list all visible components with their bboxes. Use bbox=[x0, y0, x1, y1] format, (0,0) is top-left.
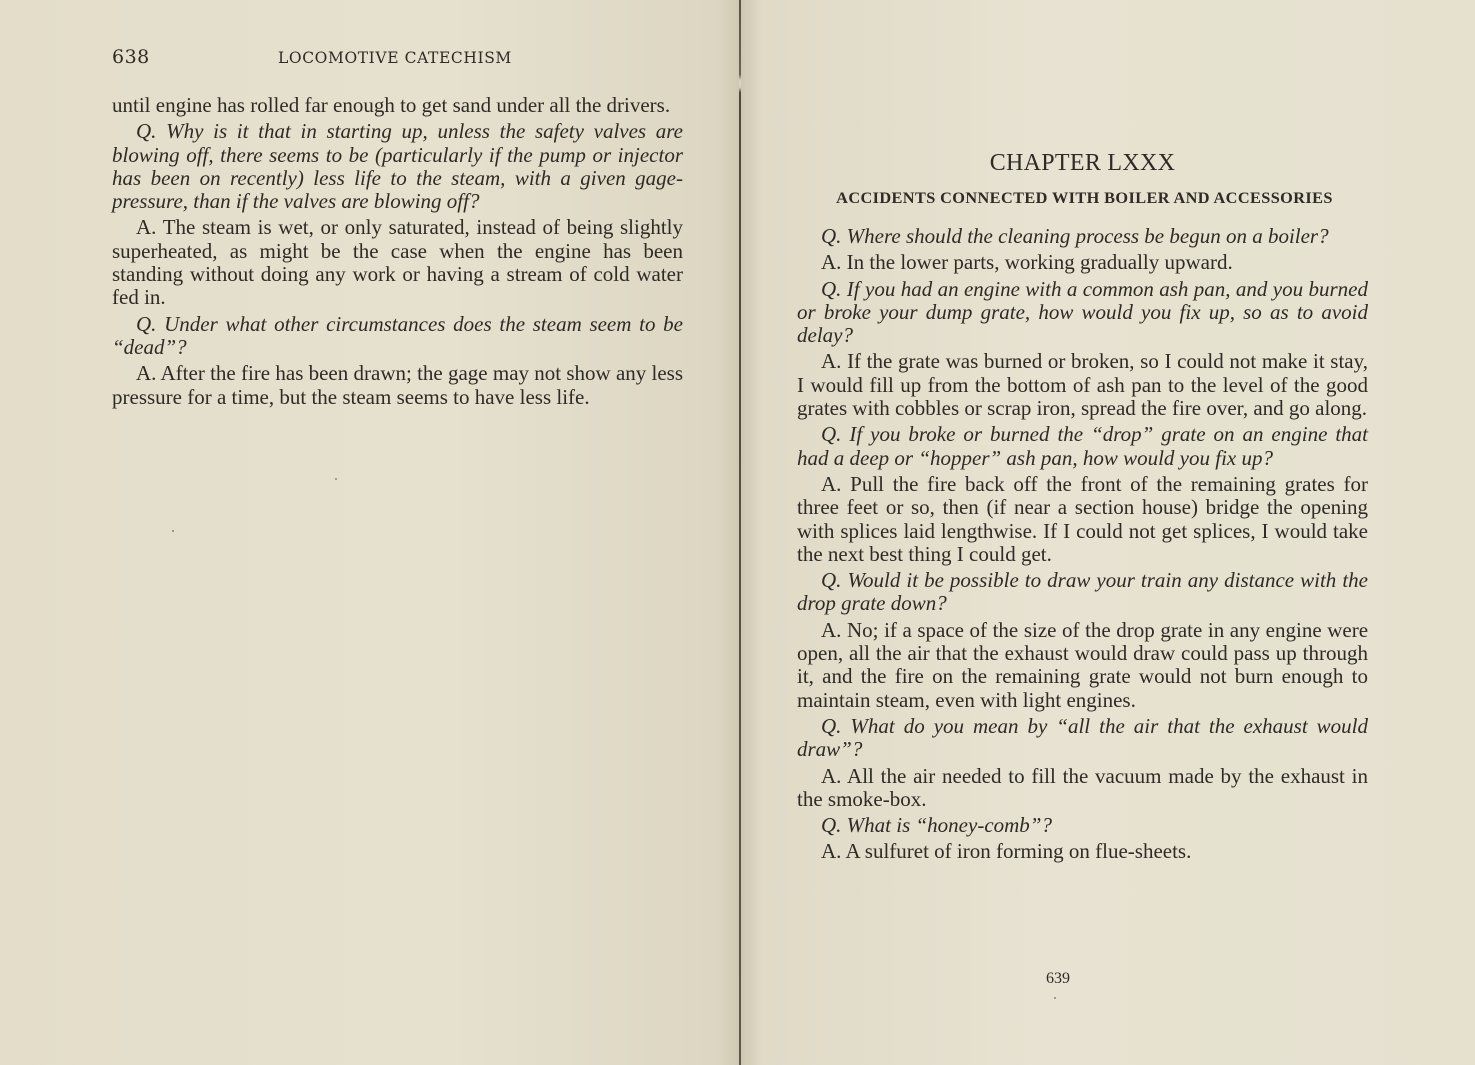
question-text: What do you mean by “all the air that the exhaust would draw”? bbox=[797, 713, 1368, 762]
question-paragraph bbox=[112, 313, 683, 360]
question-label: Q. bbox=[821, 813, 842, 838]
answer-text: If the grate was burned or broken, so I could not make it stay, I would fill up from the bottom of ash pan to the level of the good grates with cobbles or scrap iron, spread the fire over, and go along. bbox=[797, 349, 1369, 421]
question-paragraph bbox=[112, 120, 683, 213]
question-label: Q. bbox=[821, 568, 842, 593]
question-text: Why is it that in starting up, unless the safety valves are blowing off, there seems to be (particularly if the pump or injector has been on recently) less life to the steam, with a given gage-pressure, than if the valves are blowing off? bbox=[112, 119, 683, 214]
question-text: Under what other circumstances does the steam seem to be “dead”? bbox=[112, 311, 683, 359]
question-label: Q. bbox=[821, 713, 842, 738]
book-spine-gutter bbox=[739, 0, 741, 1065]
left-page-number: 638 bbox=[112, 46, 150, 68]
answer-label: A. bbox=[136, 215, 157, 240]
answer-paragraph bbox=[797, 251, 1368, 274]
answer-label: A. bbox=[821, 617, 842, 642]
continuation-paragraph bbox=[112, 94, 683, 117]
paper-speck bbox=[335, 478, 337, 480]
question-label: Q. bbox=[821, 224, 842, 248]
answer-text: A sulfuret of iron forming on flue-sheets. bbox=[845, 839, 1192, 864]
right-page-body bbox=[797, 225, 1368, 867]
right-page-number: 639 bbox=[1046, 970, 1070, 987]
question-text: If you broke or burned the “drop” grate on an engine that had a deep or “hopper” ash pan, how would you fix up? bbox=[797, 422, 1369, 470]
answer-text: No; if a space of the size of the drop grate in any engine were open, all the air that the exhaust would draw could pass up through it, and the fire on the remaining grate would not burn enough to maintain steam, even with light engines. bbox=[797, 617, 1369, 712]
answer-paragraph bbox=[797, 619, 1368, 712]
answer-text: After the fire has been drawn; the gage may not show any less pressure for a time, but the steam seems to have less life. bbox=[112, 361, 684, 409]
question-text: What is “honey-comb”? bbox=[846, 813, 1052, 838]
question-label: Q. bbox=[821, 276, 842, 301]
question-paragraph bbox=[797, 814, 1368, 837]
question-label: Q. bbox=[136, 311, 157, 336]
left-page-body bbox=[112, 94, 683, 412]
question-paragraph bbox=[797, 423, 1368, 470]
answer-label: A. bbox=[821, 349, 842, 374]
answer-text: Pull the fire back off the front of the remaining grates for three feet or so, then (if near a section house) bridge the opening with splices laid lengthwise. If I could not get splices, I would take the next best thing I could get. bbox=[797, 471, 1368, 566]
running-title: LOCOMOTIVE CATECHISM bbox=[278, 49, 512, 67]
question-text: Where should the cleaning process be begun on a boiler? bbox=[846, 224, 1329, 248]
paper-speck bbox=[1054, 997, 1056, 999]
question-text: If you had an engine with a common ash pan, and you burned or broke your dump grate, how would you fix up, so as to avoid delay? bbox=[797, 276, 1368, 348]
question-paragraph bbox=[797, 715, 1368, 762]
question-label: Q. bbox=[821, 422, 842, 447]
answer-paragraph bbox=[797, 840, 1368, 863]
answer-text: In the lower parts, working gradually upward. bbox=[846, 250, 1233, 275]
answer-label: A. bbox=[821, 763, 842, 788]
answer-paragraph bbox=[797, 350, 1368, 420]
chapter-title: CHAPTER LXXX bbox=[989, 150, 1176, 176]
answer-text: All the air needed to fill the vacuum made by the exhaust in the smoke-box. bbox=[797, 763, 1368, 811]
answer-paragraph bbox=[797, 473, 1368, 566]
question-text: Would it be possible to draw your train any distance with the drop grate down? bbox=[797, 568, 1368, 616]
left-running-head bbox=[112, 46, 684, 72]
answer-label: A. bbox=[136, 361, 157, 386]
paragraph-text: until engine has rolled far enough to get sand under all the drivers. bbox=[112, 93, 671, 117]
question-paragraph bbox=[797, 225, 1368, 248]
answer-paragraph bbox=[112, 216, 683, 309]
answer-label: A. bbox=[821, 250, 842, 275]
answer-label: A. bbox=[821, 471, 842, 496]
question-paragraph bbox=[797, 278, 1368, 348]
question-paragraph bbox=[797, 569, 1368, 616]
answer-paragraph bbox=[797, 765, 1368, 812]
answer-text: The steam is wet, or only saturated, instead of being slightly superheated, as might be the case when the engine has been standing without doing any work or having a stream of cold water fed in. bbox=[112, 215, 683, 310]
answer-label: A. bbox=[821, 839, 842, 864]
answer-paragraph bbox=[112, 362, 683, 409]
question-label: Q. bbox=[136, 119, 157, 144]
paper-speck bbox=[172, 530, 174, 532]
chapter-subtitle: ACCIDENTS CONNECTED WITH BOILER AND ACCESSORIES bbox=[836, 188, 1333, 207]
